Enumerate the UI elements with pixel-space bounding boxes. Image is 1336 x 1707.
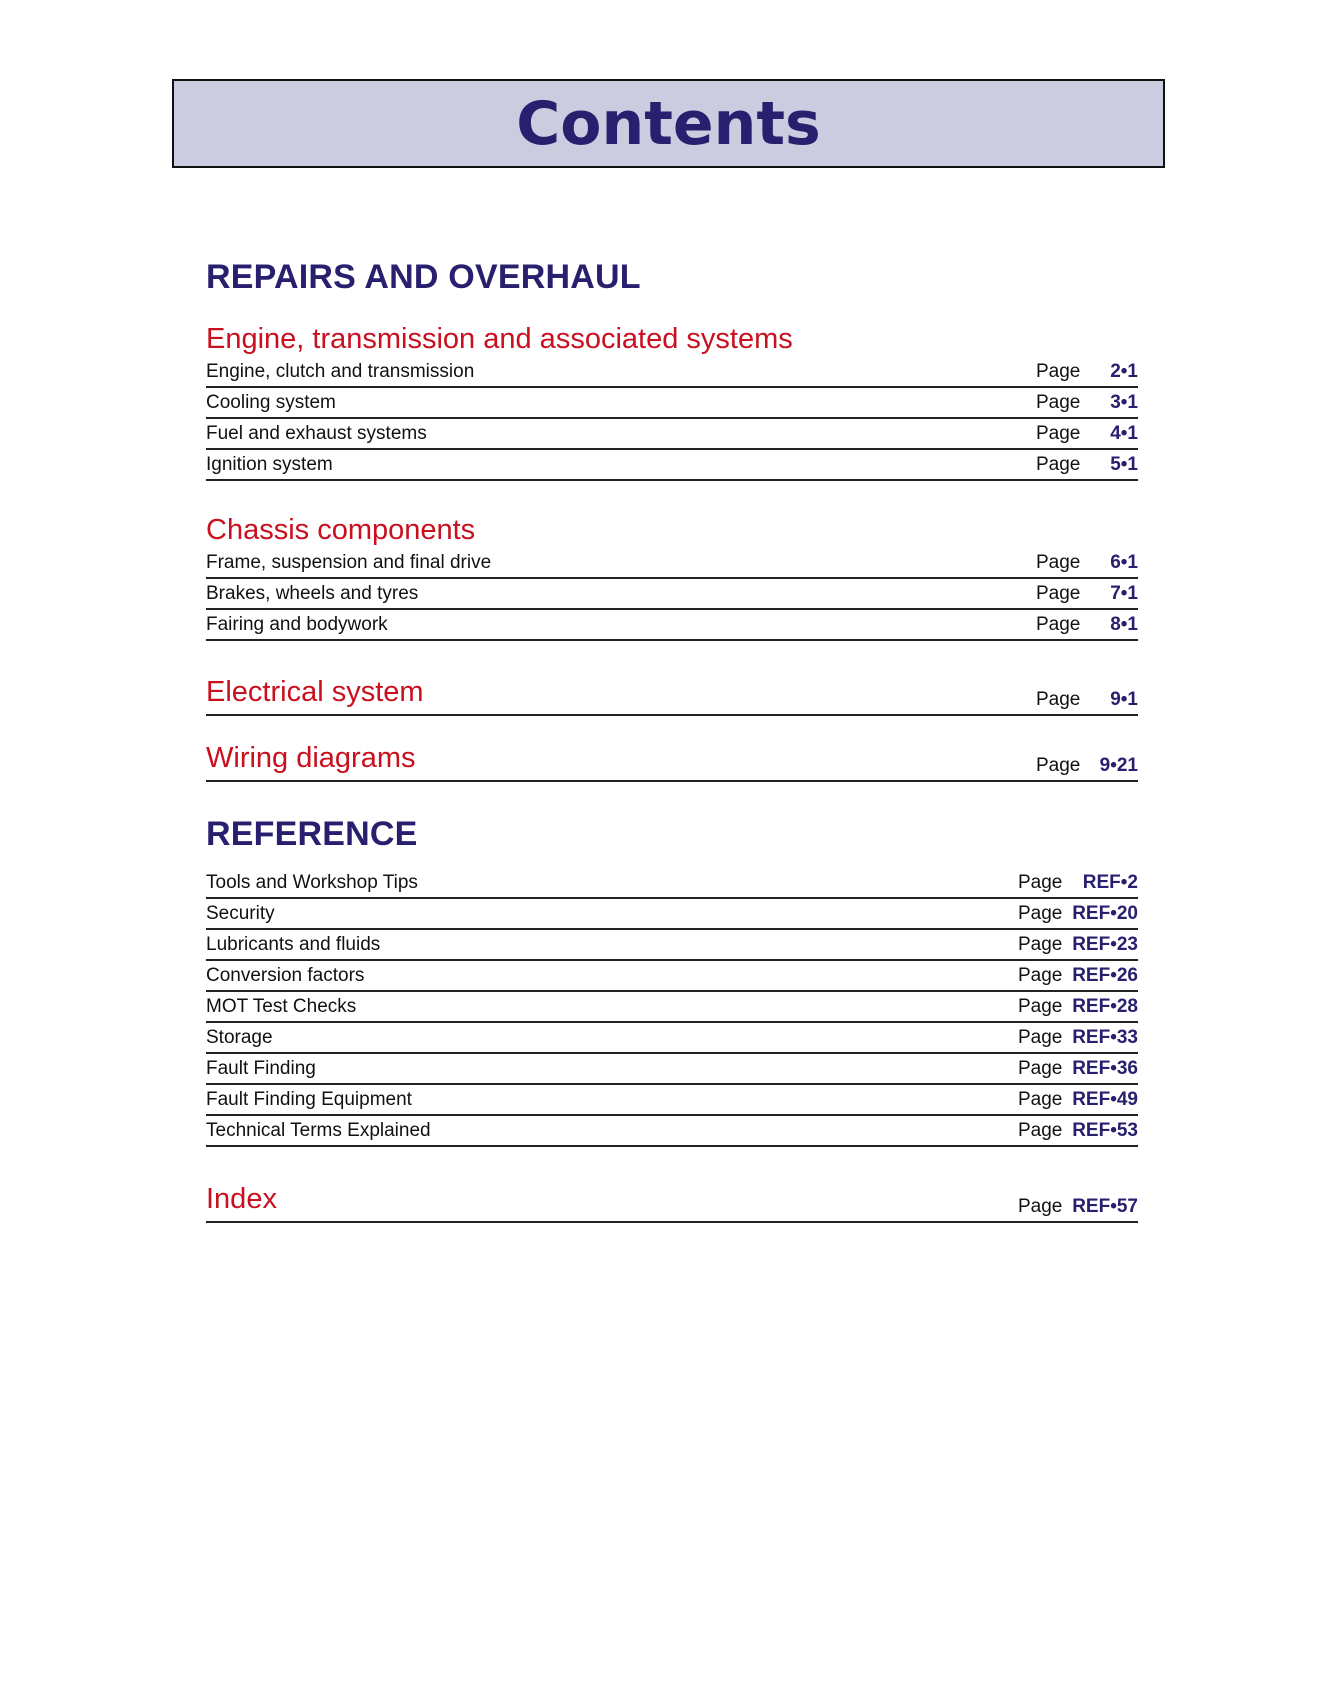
page-number: REF•57 xyxy=(1072,1196,1138,1217)
page-number: 9•21 xyxy=(1099,755,1138,776)
page-number: 5•1 xyxy=(1110,454,1138,475)
toc-row-label: Cooling system xyxy=(206,392,336,413)
toc-row[interactable] xyxy=(206,992,1138,1023)
index-heading: Index xyxy=(206,1183,277,1215)
page-word: Page xyxy=(1018,1058,1063,1079)
toc-row[interactable] xyxy=(206,899,1138,930)
toc-row-label: Fuel and exhaust systems xyxy=(206,423,427,444)
page-word: Page xyxy=(1036,552,1081,573)
toc-row-label: Technical Terms Explained xyxy=(206,1120,431,1141)
page-word: Page xyxy=(1018,1196,1063,1217)
page-word: Page xyxy=(1036,755,1081,776)
page-word: Page xyxy=(1036,614,1081,635)
reference-heading: REFERENCE xyxy=(206,815,418,853)
page-number: 2•1 xyxy=(1110,361,1138,382)
page-number: REF•2 xyxy=(1082,872,1138,893)
toc-row[interactable] xyxy=(206,579,1138,610)
page-word: Page xyxy=(1036,454,1081,475)
page-word: Page xyxy=(1036,361,1081,382)
wiring-heading: Wiring diagrams xyxy=(206,742,416,774)
page-number: 6•1 xyxy=(1110,552,1138,573)
toc-row[interactable] xyxy=(206,610,1138,641)
page-number: REF•28 xyxy=(1072,996,1138,1017)
toc-row-label: Fault Finding xyxy=(206,1058,316,1079)
repairs-heading: REPAIRS AND OVERHAUL xyxy=(206,258,641,296)
page-number: 7•1 xyxy=(1110,583,1138,604)
page-title: Contents xyxy=(516,88,821,159)
toc-row[interactable] xyxy=(206,357,1138,388)
toc-row-label: Tools and Workshop Tips xyxy=(206,872,418,893)
toc-row[interactable] xyxy=(206,961,1138,992)
page-word: Page xyxy=(1036,689,1081,710)
toc-row[interactable] xyxy=(206,930,1138,961)
page-number: 9•1 xyxy=(1110,689,1138,710)
page-number: 4•1 xyxy=(1110,423,1138,444)
page-word: Page xyxy=(1018,872,1063,893)
page-number: REF•20 xyxy=(1072,903,1138,924)
chassis-section-heading: Chassis components xyxy=(206,514,476,546)
toc-row[interactable] xyxy=(206,1116,1138,1147)
page-word: Page xyxy=(1036,583,1081,604)
toc-row[interactable] xyxy=(206,548,1138,579)
toc-row-label: Conversion factors xyxy=(206,965,365,986)
page-number: REF•26 xyxy=(1072,965,1138,986)
page-number: REF•36 xyxy=(1072,1058,1138,1079)
toc-row-label: Engine, clutch and transmission xyxy=(206,361,475,382)
toc-row-label: MOT Test Checks xyxy=(206,996,357,1017)
page-word: Page xyxy=(1018,934,1063,955)
page-number: REF•33 xyxy=(1072,1027,1138,1048)
page-word: Page xyxy=(1036,423,1081,444)
toc-row-index[interactable] xyxy=(206,1179,1138,1223)
engine-section-heading: Engine, transmission and associated systems xyxy=(206,323,793,355)
toc-row[interactable] xyxy=(206,388,1138,419)
page-word: Page xyxy=(1018,996,1063,1017)
page-word: Page xyxy=(1018,1027,1063,1048)
toc-row-wiring[interactable] xyxy=(206,738,1138,782)
toc-row[interactable] xyxy=(206,1023,1138,1054)
page-number: 3•1 xyxy=(1110,392,1138,413)
toc-row-label: Brakes, wheels and tyres xyxy=(206,583,419,604)
toc-row-label: Fairing and bodywork xyxy=(206,614,388,635)
toc-row-label: Storage xyxy=(206,1027,273,1048)
toc-row-label: Lubricants and fluids xyxy=(206,934,381,955)
page-word: Page xyxy=(1018,1120,1063,1141)
page-number: 8•1 xyxy=(1110,614,1138,635)
toc-row[interactable] xyxy=(206,868,1138,899)
toc-row[interactable] xyxy=(206,419,1138,450)
toc-row-label: Security xyxy=(206,903,275,924)
electrical-heading: Electrical system xyxy=(206,676,424,708)
title-banner xyxy=(172,79,1165,168)
toc-row-label: Ignition system xyxy=(206,454,333,475)
toc-row[interactable] xyxy=(206,1085,1138,1116)
page-word: Page xyxy=(1018,903,1063,924)
page-word: Page xyxy=(1036,392,1081,413)
page-word: Page xyxy=(1018,1089,1063,1110)
toc-row-electrical[interactable] xyxy=(206,672,1138,716)
page-word: Page xyxy=(1018,965,1063,986)
toc-row[interactable] xyxy=(206,450,1138,481)
toc-row-label: Frame, suspension and final drive xyxy=(206,552,492,573)
page-number: REF•53 xyxy=(1072,1120,1138,1141)
toc-row-label: Fault Finding Equipment xyxy=(206,1089,412,1110)
page-number: REF•23 xyxy=(1072,934,1138,955)
toc-row[interactable] xyxy=(206,1054,1138,1085)
page-number: REF•49 xyxy=(1072,1089,1138,1110)
